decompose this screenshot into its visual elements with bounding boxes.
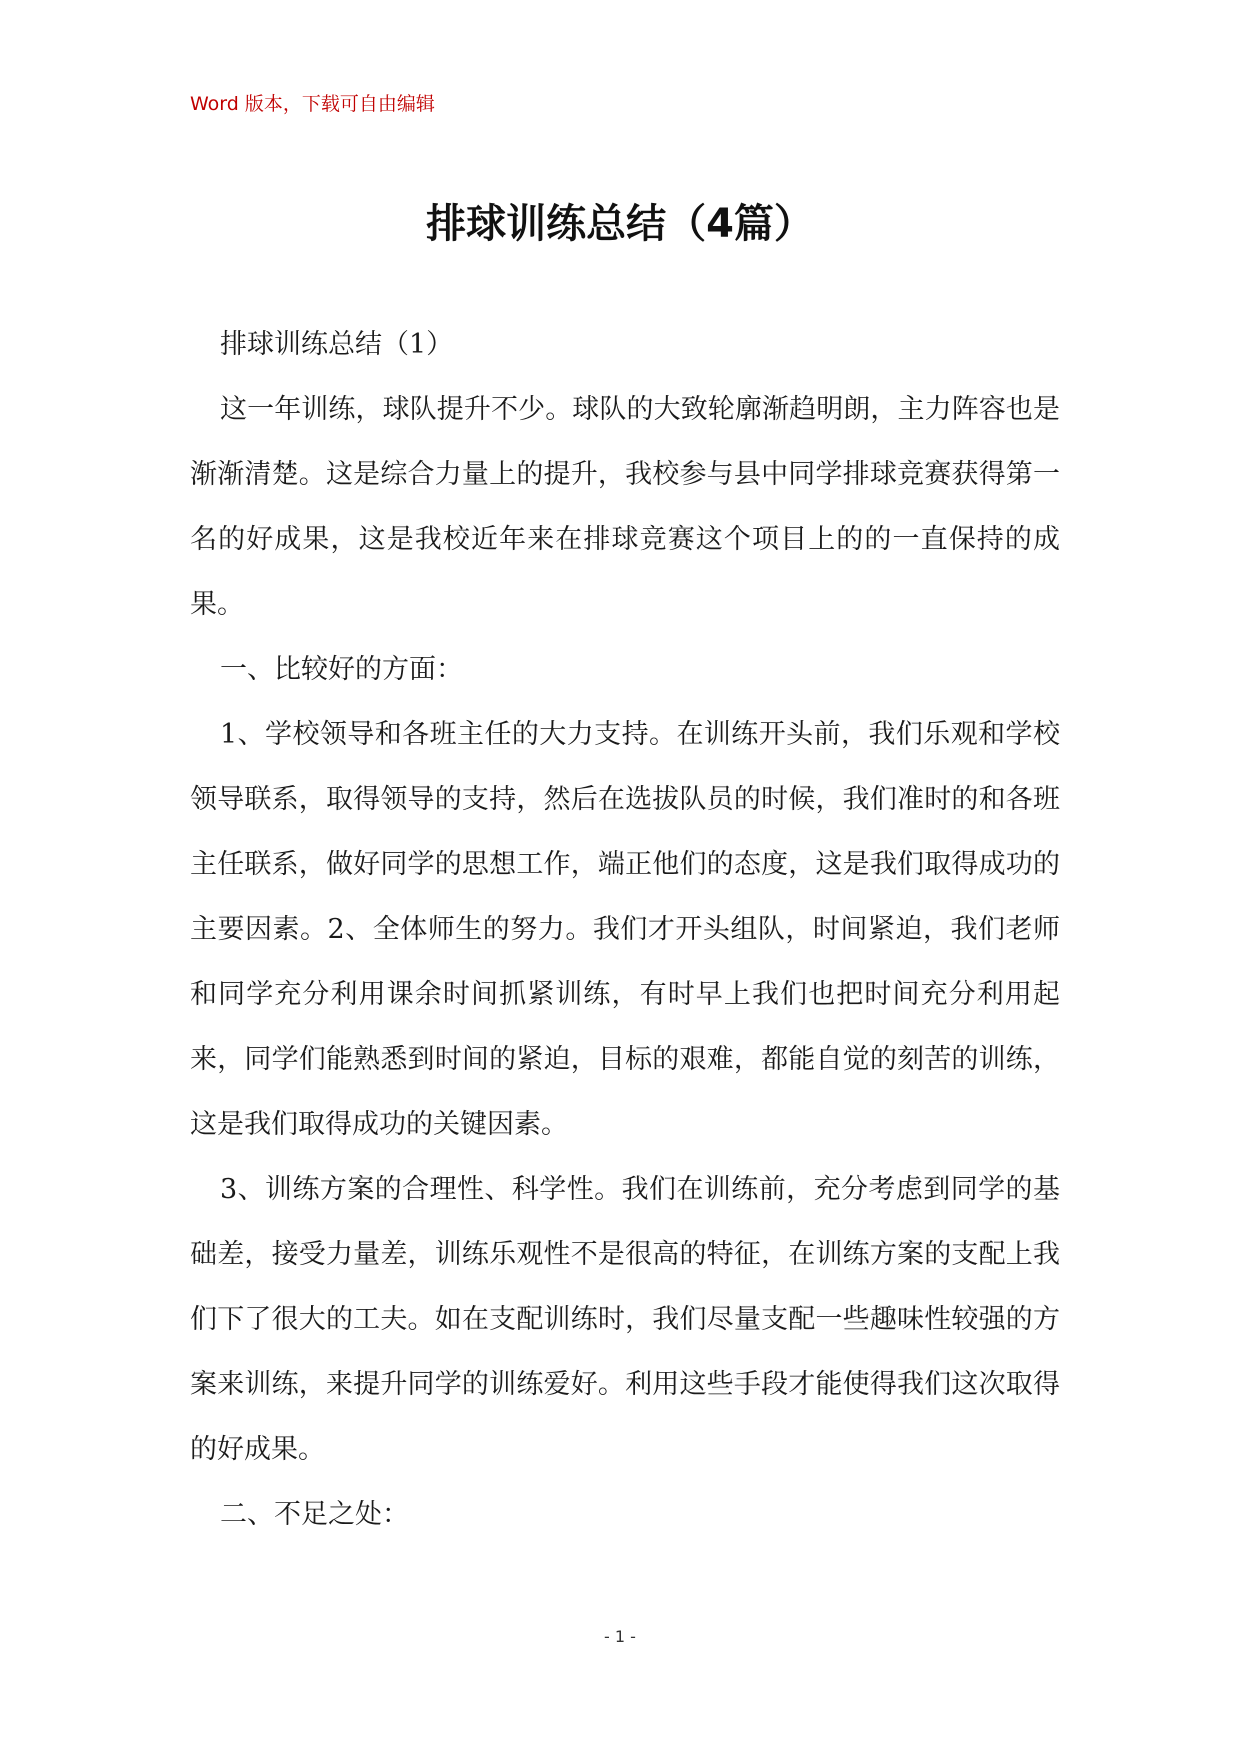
- paragraph: 3、训练方案的合理性、科学性。我们在训练前，充分考虑到同学的基础差，接受力量差，训练乐观性不是很高的特征，在训练方案的支配上我们下了很大的工夫。如在支配训练时，我们尽量支配一些趣味性较强的方案来训练，来提升同学的训练爱好。利用这些手段才能使得我们这次取得的好成果。: [190, 1174, 1060, 1465]
- section-heading: 二、不足之处：: [220, 1499, 409, 1530]
- document-body: [190, 312, 1060, 1547]
- header-note: Word 版本，下载可自由编辑: [190, 93, 435, 115]
- document-title: 排球训练总结（4篇）: [426, 201, 814, 247]
- paragraph: 这一年训练，球队提升不少。球队的大致轮廓渐趋明朗，主力阵容也是渐渐清楚。这是综合力量上的提升，我校参与县中同学排球竞赛获得第一名的好成果，这是我校近年来在排球竞赛这个项目上的的一直保持的成果。: [190, 394, 1060, 620]
- paragraph: 1、学校领导和各班主任的大力支持。在训练开头前，我们乐观和学校领导联系，取得领导的支持，然后在选拔队员的时候，我们准时的和各班主任联系，做好同学的思想工作，端正他们的态度，这是我们取得成功的主要因素。2、全体师生的努力。我们才开头组队，时间紧迫，我们老师和同学充分利用课余时间抓紧训练，有时早上我们也把时间充分利用起来，同学们能熟悉到时间的紧迫，目标的艰难，都能自觉的刻苦的训练，这是我们取得成功的关键因素。: [190, 719, 1060, 1140]
- section-heading: 排球训练总结（1）: [220, 329, 454, 360]
- section-heading: 一、比较好的方面：: [220, 654, 463, 685]
- page-number: - 1 -: [604, 1627, 636, 1646]
